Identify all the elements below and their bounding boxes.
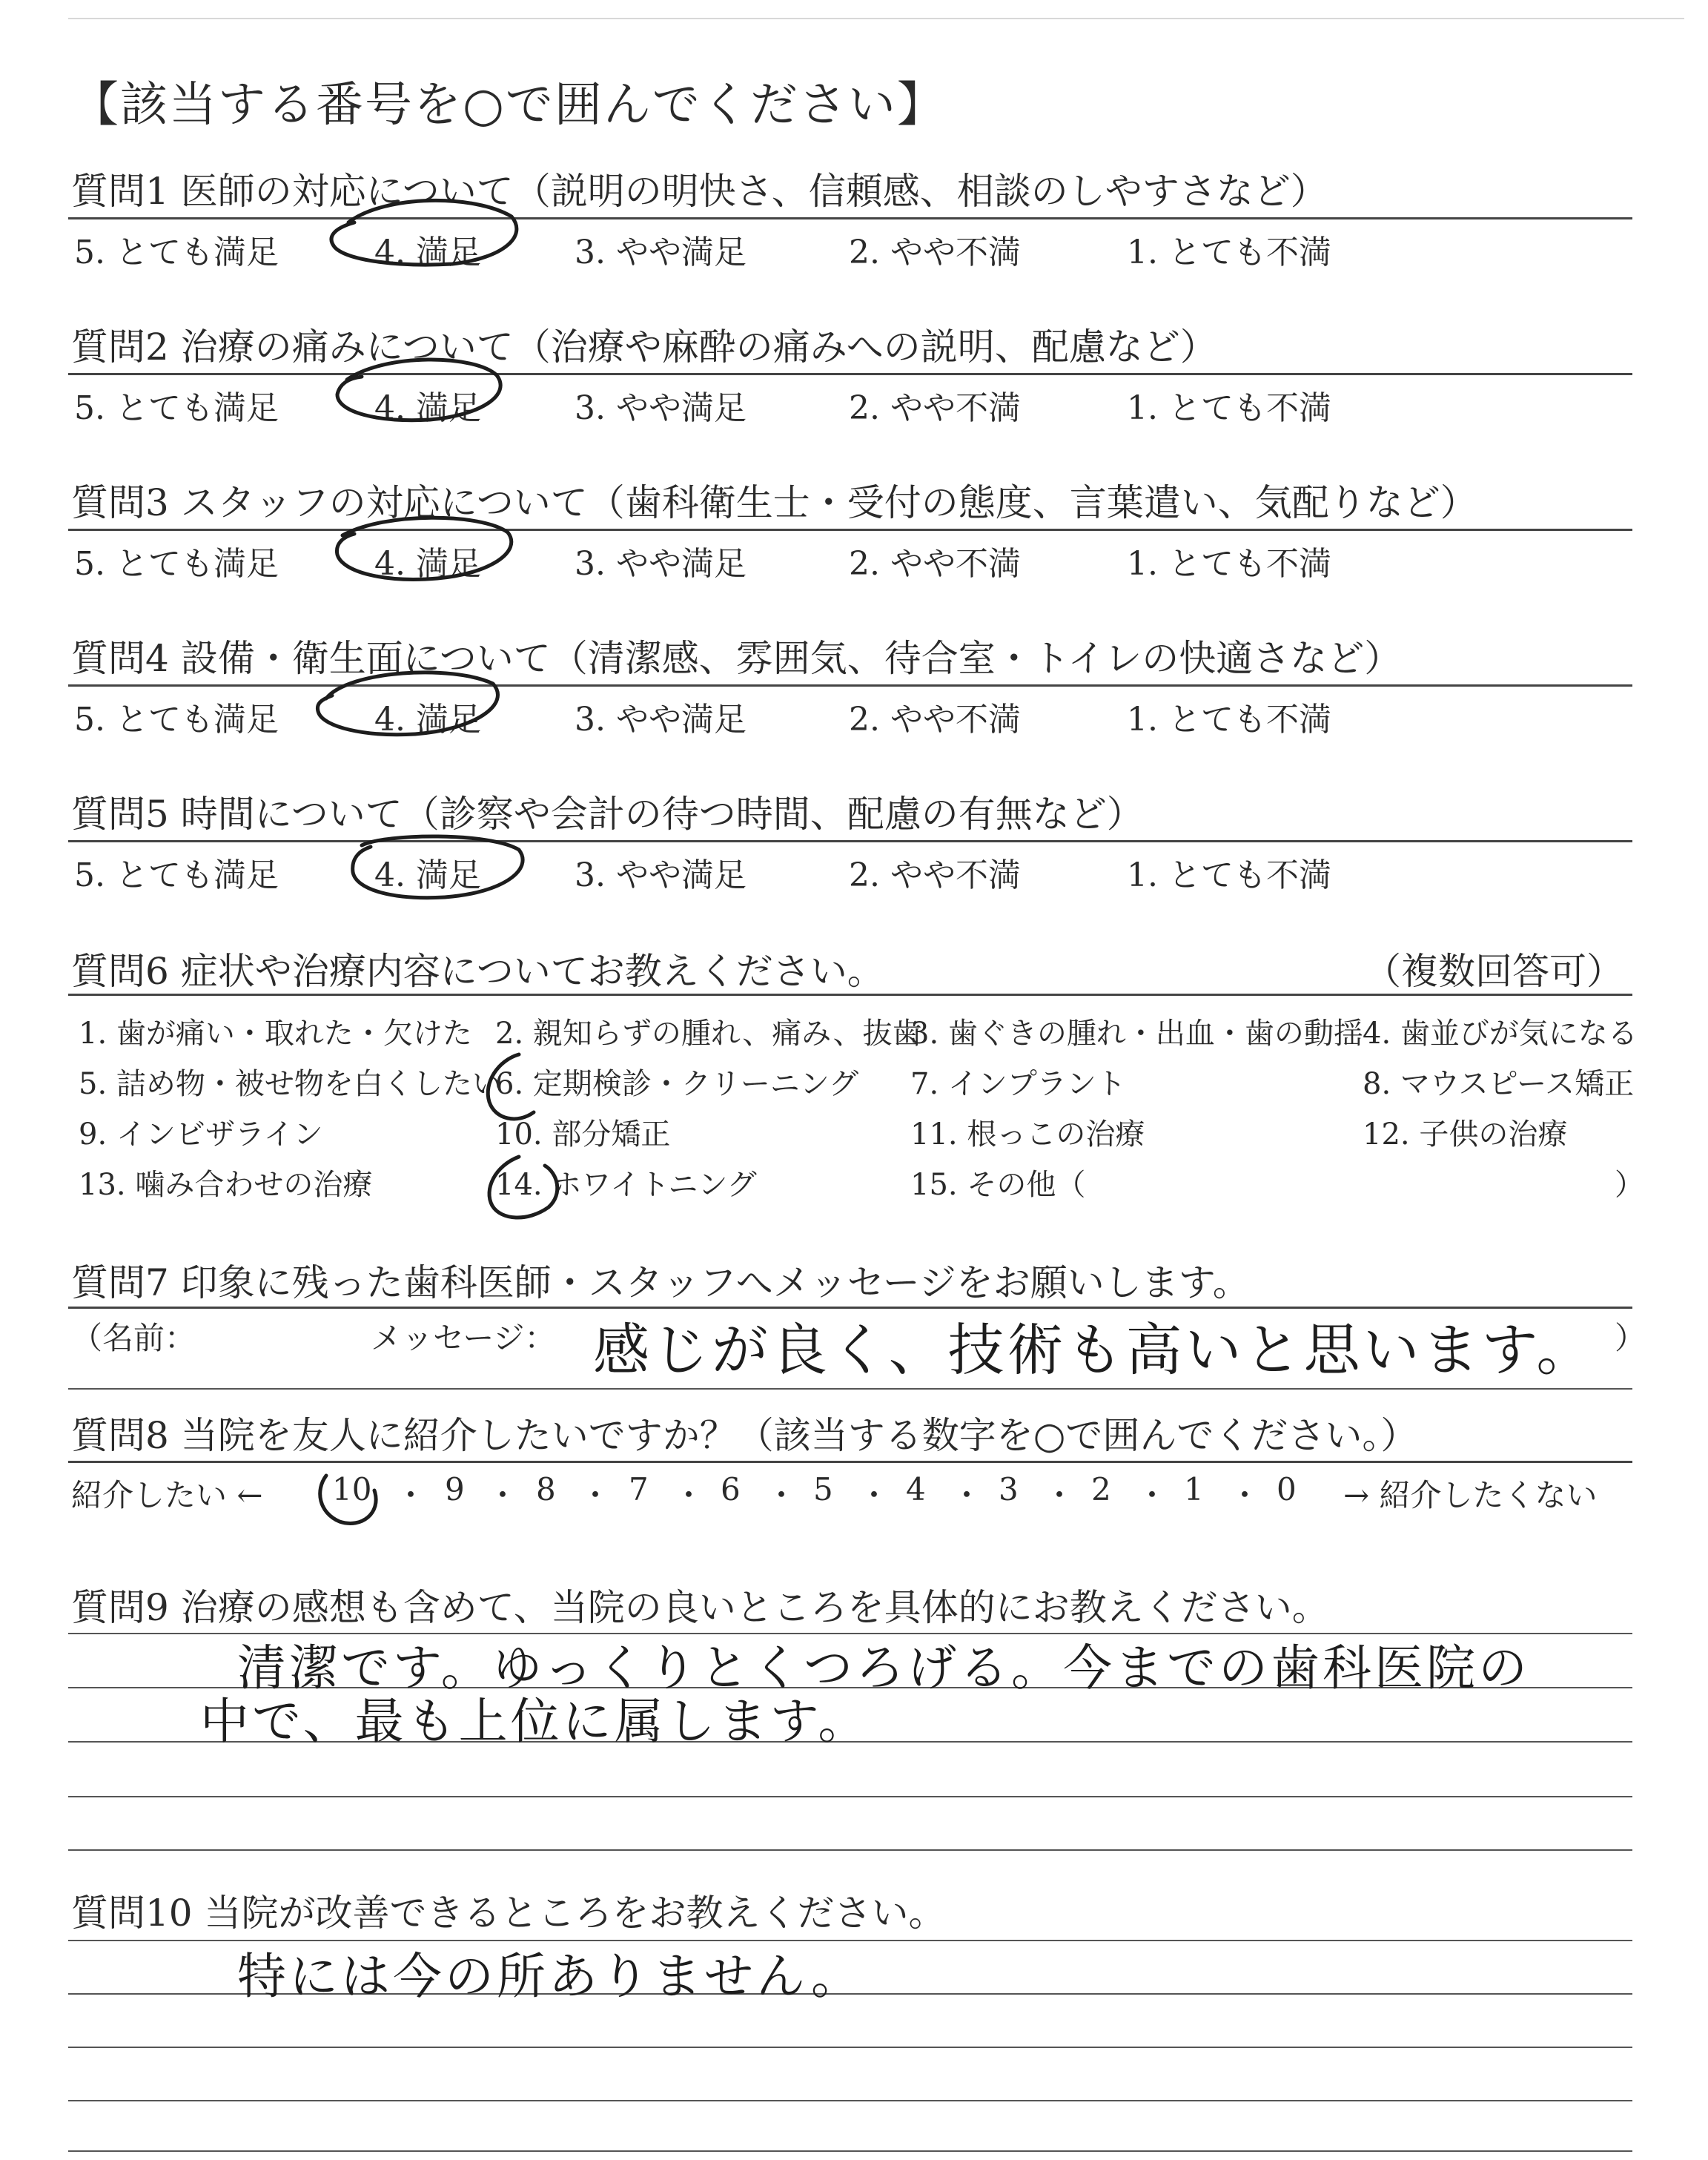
q7-message-label: メッセージ： bbox=[371, 1320, 556, 1356]
q3-option-5[interactable]: 5. とても満足 bbox=[74, 545, 279, 583]
q10-line-4 bbox=[68, 2100, 1632, 2101]
q7-close-paren: ） bbox=[1615, 1320, 1646, 1356]
q3-option-2[interactable]: 2. やや不満 bbox=[849, 545, 1021, 583]
q1-option-4[interactable]: 4. 満足 bbox=[374, 234, 481, 271]
q2-option-4[interactable]: 4. 満足 bbox=[374, 389, 481, 427]
q6-option-7[interactable]: 7. インプラント bbox=[910, 1067, 1126, 1101]
q4-option-3[interactable]: 3. やや満足 bbox=[575, 701, 747, 739]
q6-rule bbox=[68, 994, 1632, 996]
q1-option-5[interactable]: 5. とても満足 bbox=[74, 234, 279, 271]
q6-option-5[interactable]: 5. 詰め物・被せ物を白くしたい bbox=[79, 1067, 502, 1101]
q6-option-2[interactable]: 2. 親知らずの腫れ、痛み、抜歯 bbox=[495, 1017, 922, 1051]
q6-option-8[interactable]: 8. マウスピース矯正 bbox=[1363, 1067, 1635, 1101]
q4-title: 質問4 設備・衛生面について（清潔感、雰囲気、待合室・トイレの快適さなど） bbox=[71, 637, 1402, 680]
q10-line-5 bbox=[68, 2150, 1632, 2152]
q8-scale-dot: ・ bbox=[858, 1477, 890, 1513]
q2-option-5[interactable]: 5. とても満足 bbox=[74, 389, 279, 427]
q5-title: 質問5 時間について（診察や会計の待つ時間、配慮の有無など） bbox=[71, 793, 1144, 836]
q8-rule bbox=[68, 1461, 1632, 1463]
q3-option-1[interactable]: 1. とても不満 bbox=[1127, 545, 1331, 583]
q8-scale-dot: ・ bbox=[487, 1477, 519, 1513]
q8-scale-1[interactable]: 1 bbox=[1184, 1471, 1204, 1507]
q1-rule bbox=[68, 217, 1632, 219]
q6-option-15[interactable]: 15. その他（ bbox=[910, 1168, 1086, 1202]
q8-scale-8[interactable]: 8 bbox=[536, 1471, 556, 1507]
q6-option-13[interactable]: 13. 噛み合わせの治療 bbox=[79, 1168, 373, 1202]
q8-scale-dot: ・ bbox=[1136, 1477, 1168, 1513]
q2-option-1[interactable]: 1. とても不満 bbox=[1127, 389, 1331, 427]
q8-scale-5[interactable]: 5 bbox=[813, 1471, 833, 1507]
q7-answer-rule bbox=[68, 1388, 1632, 1390]
q4-option-4[interactable]: 4. 満足 bbox=[374, 701, 481, 739]
q5-option-1[interactable]: 1. とても不満 bbox=[1127, 856, 1331, 894]
q5-option-2[interactable]: 2. やや不満 bbox=[849, 856, 1021, 894]
q3-title: 質問3 スタッフの対応について（歯科衛生士・受付の態度、言葉遣い、気配りなど） bbox=[71, 481, 1477, 524]
q10-title: 質問10 当院が改善できるところをお教えください。 bbox=[71, 1892, 946, 1935]
q5-option-5[interactable]: 5. とても満足 bbox=[74, 856, 279, 894]
q6-option-10[interactable]: 10. 部分矯正 bbox=[495, 1117, 671, 1152]
q9-handwritten-line-2: 中で、最も上位に属します。 bbox=[200, 1693, 870, 1750]
q2-option-2[interactable]: 2. やや不満 bbox=[849, 389, 1021, 427]
q2-title: 質問2 治療の痛みについて（治療や麻酔の痛みへの説明、配慮など） bbox=[71, 326, 1217, 369]
q2-option-3[interactable]: 3. やや満足 bbox=[575, 389, 747, 427]
q1-option-3[interactable]: 3. やや満足 bbox=[575, 234, 747, 271]
q10-handwritten-line-1: 特には今の所ありません。 bbox=[237, 1948, 863, 2005]
q10-line-3 bbox=[68, 2047, 1632, 2048]
q3-option-3[interactable]: 3. やや満足 bbox=[575, 545, 747, 583]
q9-line-4 bbox=[68, 1796, 1632, 1797]
q3-rule bbox=[68, 529, 1632, 531]
q9-line-5 bbox=[68, 1849, 1632, 1851]
q4-option-1[interactable]: 1. とても不満 bbox=[1127, 701, 1331, 739]
q2-rule bbox=[68, 373, 1632, 375]
q8-scale-dot: ・ bbox=[580, 1477, 612, 1513]
q6-note: （複数回答可） bbox=[1364, 950, 1623, 993]
q4-option-5[interactable]: 5. とても満足 bbox=[74, 701, 279, 739]
q3-option-4[interactable]: 4. 満足 bbox=[374, 545, 481, 583]
q6-title: 質問6 症状や治療内容についてお教えください。 bbox=[71, 950, 884, 993]
q7-handwritten-message: 感じが良く、技術も高いと思います。 bbox=[593, 1317, 1596, 1383]
q8-scale-dot: ・ bbox=[395, 1477, 427, 1513]
q4-option-2[interactable]: 2. やや不満 bbox=[849, 701, 1021, 739]
q5-option-3[interactable]: 3. やや満足 bbox=[575, 856, 747, 894]
q5-option-4[interactable]: 4. 満足 bbox=[374, 856, 481, 894]
q7-name-label: （名前： bbox=[71, 1320, 196, 1356]
q6-option-3[interactable]: 3. 歯ぐきの腫れ・出血・歯の動揺 bbox=[910, 1017, 1363, 1051]
q6-option-4[interactable]: 4. 歯並びが気になる bbox=[1363, 1017, 1638, 1051]
q8-scale-6[interactable]: 6 bbox=[721, 1471, 741, 1507]
page-heading: 【該当する番号を○で囲んでください】 bbox=[71, 78, 946, 133]
q4-rule bbox=[68, 684, 1632, 687]
q8-scale-dot: ・ bbox=[766, 1477, 798, 1513]
q8-scale-3[interactable]: 3 bbox=[999, 1471, 1019, 1507]
q8-scale-10[interactable]: 10 bbox=[332, 1471, 372, 1507]
q8-right-label: → 紹介したくない bbox=[1343, 1477, 1598, 1513]
q6-option-11[interactable]: 11. 根っこの治療 bbox=[910, 1117, 1145, 1152]
q6-option-14[interactable]: 14. ホワイトニング bbox=[495, 1168, 757, 1202]
q1-option-2[interactable]: 2. やや不満 bbox=[849, 234, 1021, 271]
q8-scale-7[interactable]: 7 bbox=[629, 1471, 649, 1507]
q8-scale-dot: ・ bbox=[1044, 1477, 1076, 1513]
q9-title: 質問9 治療の感想も含めて、当院の良いところを具体的にお教えください。 bbox=[71, 1586, 1329, 1629]
q8-scale-2[interactable]: 2 bbox=[1091, 1471, 1111, 1507]
q1-title: 質問1 医師の対応について（説明の明快さ、信頼感、相談のしやすさなど） bbox=[71, 170, 1328, 213]
q8-scale-dot: ・ bbox=[951, 1477, 983, 1513]
q8-scale-4[interactable]: 4 bbox=[906, 1471, 926, 1507]
q8-left-label: 紹介したい ← bbox=[71, 1477, 263, 1513]
q7-title: 質問7 印象に残った歯科医師・スタッフへメッセージをお願いします。 bbox=[71, 1261, 1250, 1304]
q6-option-1[interactable]: 1. 歯が痛い・取れた・欠けた bbox=[79, 1017, 472, 1051]
q8-scale-dot: ・ bbox=[1229, 1477, 1261, 1513]
q6-option-6[interactable]: 6. 定期検診・クリーニング bbox=[495, 1067, 859, 1101]
q8-scale-9[interactable]: 9 bbox=[445, 1471, 465, 1507]
q1-option-1[interactable]: 1. とても不満 bbox=[1127, 234, 1331, 271]
top-border bbox=[68, 18, 1684, 19]
q6-option-9[interactable]: 9. インビザライン bbox=[79, 1117, 323, 1152]
q9-handwritten-line-1: 清潔です。ゆっくりとくつろげる。今までの歯科医院の bbox=[237, 1639, 1531, 1697]
q6-option-12[interactable]: 12. 子供の治療 bbox=[1363, 1117, 1568, 1152]
q5-rule bbox=[68, 840, 1632, 842]
q8-scale-0[interactable]: 0 bbox=[1277, 1471, 1297, 1507]
q8-title: 質問8 当院を友人に紹介したいですか？（該当する数字を○で囲んでください。） bbox=[71, 1414, 1418, 1457]
q6-close-paren: ） bbox=[1615, 1168, 1644, 1202]
q8-scale-dot: ・ bbox=[673, 1477, 705, 1513]
